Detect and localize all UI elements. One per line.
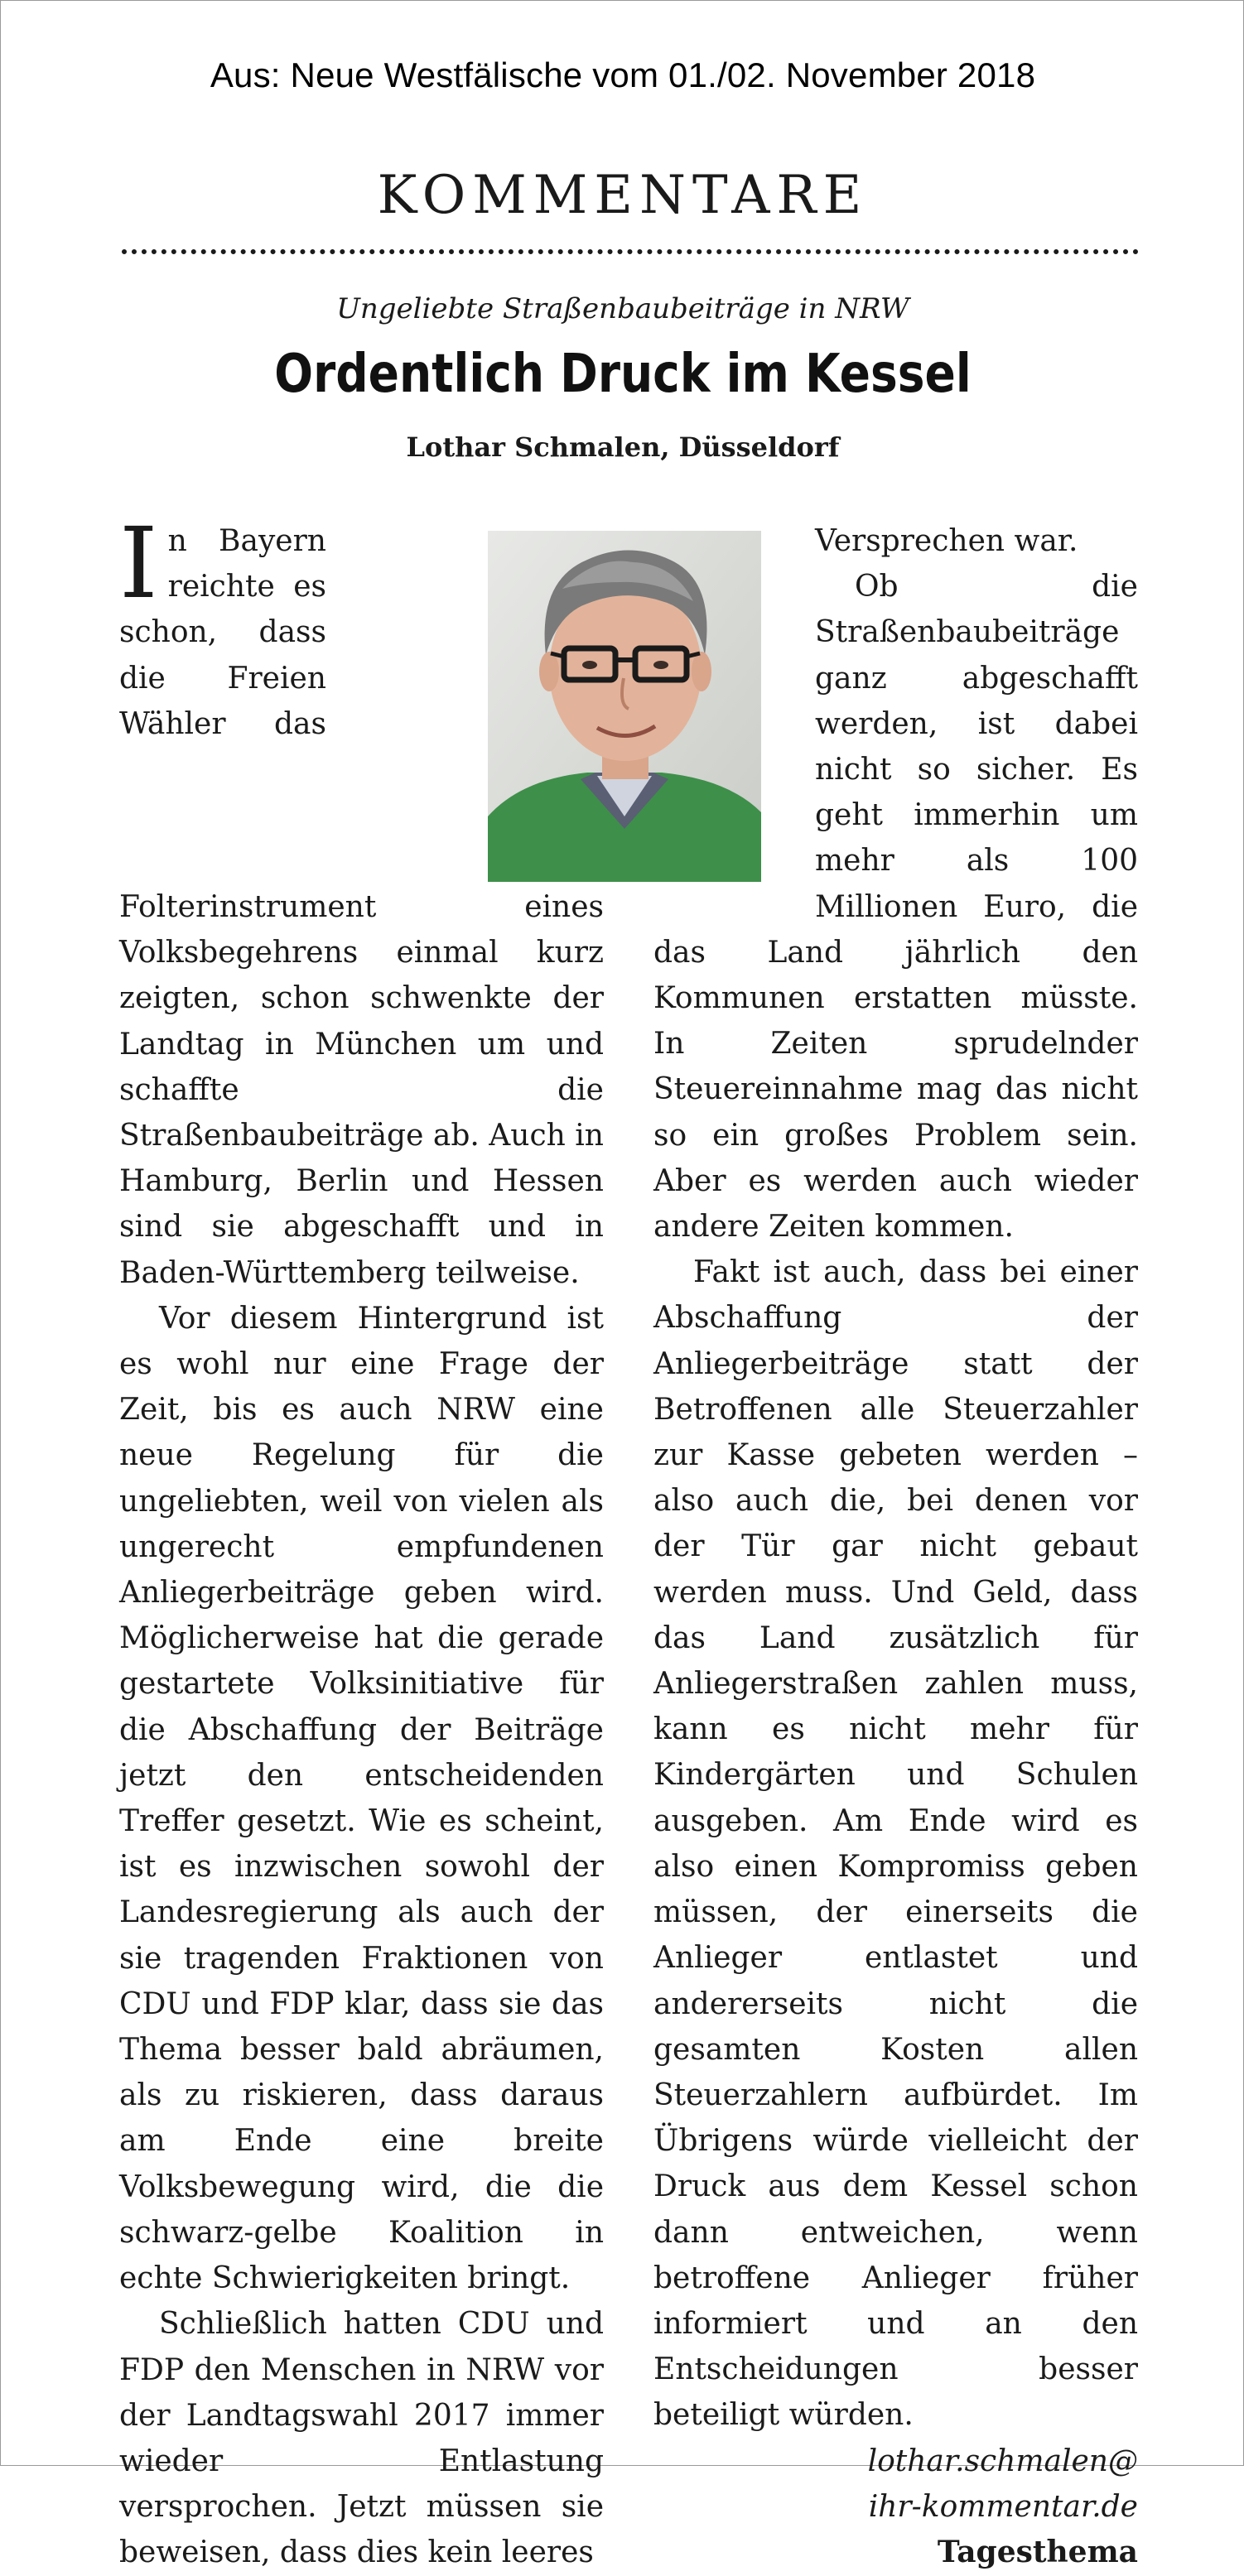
article-byline: Lothar Schmalen, Düsseldorf (406, 431, 840, 463)
paragraph-6: Fakt ist auch, dass bei einer Abschaffung der Anliegerbeiträge statt der Betroffenen alle Steuerzahler zur Kasse gebeten werden – also auch die, bei denen vor der Tür gar nicht gebaut werden muss. Und Geld, dass das Land zusätzlich für Anliegerstraßen zahlen muss, kann es nicht mehr für Kindergärten und Schulen ausgeben. Am Ende wird es also einen Kompromiss geben müssen, der einerseits die Anlieger entlastet und andererseits nicht die gesamten Kosten allen Steuerzahlern aufbürdet. Im Übrigens würde vielleicht der Druck aus dem Kessel schon dann entweichen, wenn betroffene Anlieger früher informiert und an den Entscheidungen besser beteiligt würden. (653, 1255, 1138, 2433)
section-title: KOMMENTARE (377, 165, 869, 226)
drop-cap: I (119, 506, 158, 620)
paragraph-4: Versprechen war. (815, 524, 1078, 558)
source-line: Aus: Neue Westfälische vom 01./02. November 2018 (210, 55, 1036, 94)
paragraph-5: Ob die Straßenbaubeiträge ganz abgeschafft werden, ist dabei nicht so sicher. Es geht immerhin um mehr als 100 Millionen Euro, die das Land jährlich den Kommunen erstatten müsste. In Zeiten sprudelnder Steuereinnahme mag das nicht so ein großes Problem sein. Aber es werden auch wieder andere Zeiten kommen. (653, 570, 1138, 1245)
paragraph-3: Schließlich hatten CDU und FDP den Menschen in NRW vor der Landtagswahl 2017 immer wieder Entlastung versprochen. Jetzt müssen sie beweisen, dass dies kein leeres (119, 2307, 604, 2570)
author-portrait-icon (488, 531, 761, 882)
article-kicker: Ungeliebte Straßenbaubeiträge in NRW (336, 292, 909, 325)
rubric-sign: Tagesthema (937, 2534, 1138, 2569)
author-email-line-2: ihr-kommentar.de (868, 2489, 1138, 2524)
dotted-divider (122, 249, 1139, 254)
paragraph-1-text: n Bayern reichte es schon, dass die Freien Wähler das Folterinstrument eines Volksbegehrens einmal kurz zeigten, schon schwenkte der Landtag in München um und schaffte die Straßenbaubeiträge ab. Auch in Hamburg, Berlin und Hessen sind sie abgeschafft und in Baden-Württemberg teilweise. (119, 524, 604, 1290)
paragraph-2: Vor diesem Hintergrund ist es wohl nur eine Frage der Zeit, bis es auch NRW eine neue Regelung für die ungeliebten, weil von vielen als ungerecht empfundenen Anliegerbeiträge geben wird. Möglicherweise hat die gerade gestartete Volksinitiative für die Abschaffung der Beiträge jetzt den entscheidenden Treffer gesetzt. Wie es scheint, ist es inzwischen sowohl der Landesregierung als auch der sie tragenden Fraktionen von CDU und FDP klar, dass sie das Thema besser bald abräumen, als zu riskieren, dass daraus am Ende eine breite Volksbewegung wird, die die schwarz-gelbe Koalition in echte Schwierigkeiten bringt. (119, 1301, 604, 2296)
author-email-line-1: lothar.schmalen@ (867, 2444, 1138, 2478)
article-headline: Ordentlich Druck im Kessel (274, 344, 972, 405)
